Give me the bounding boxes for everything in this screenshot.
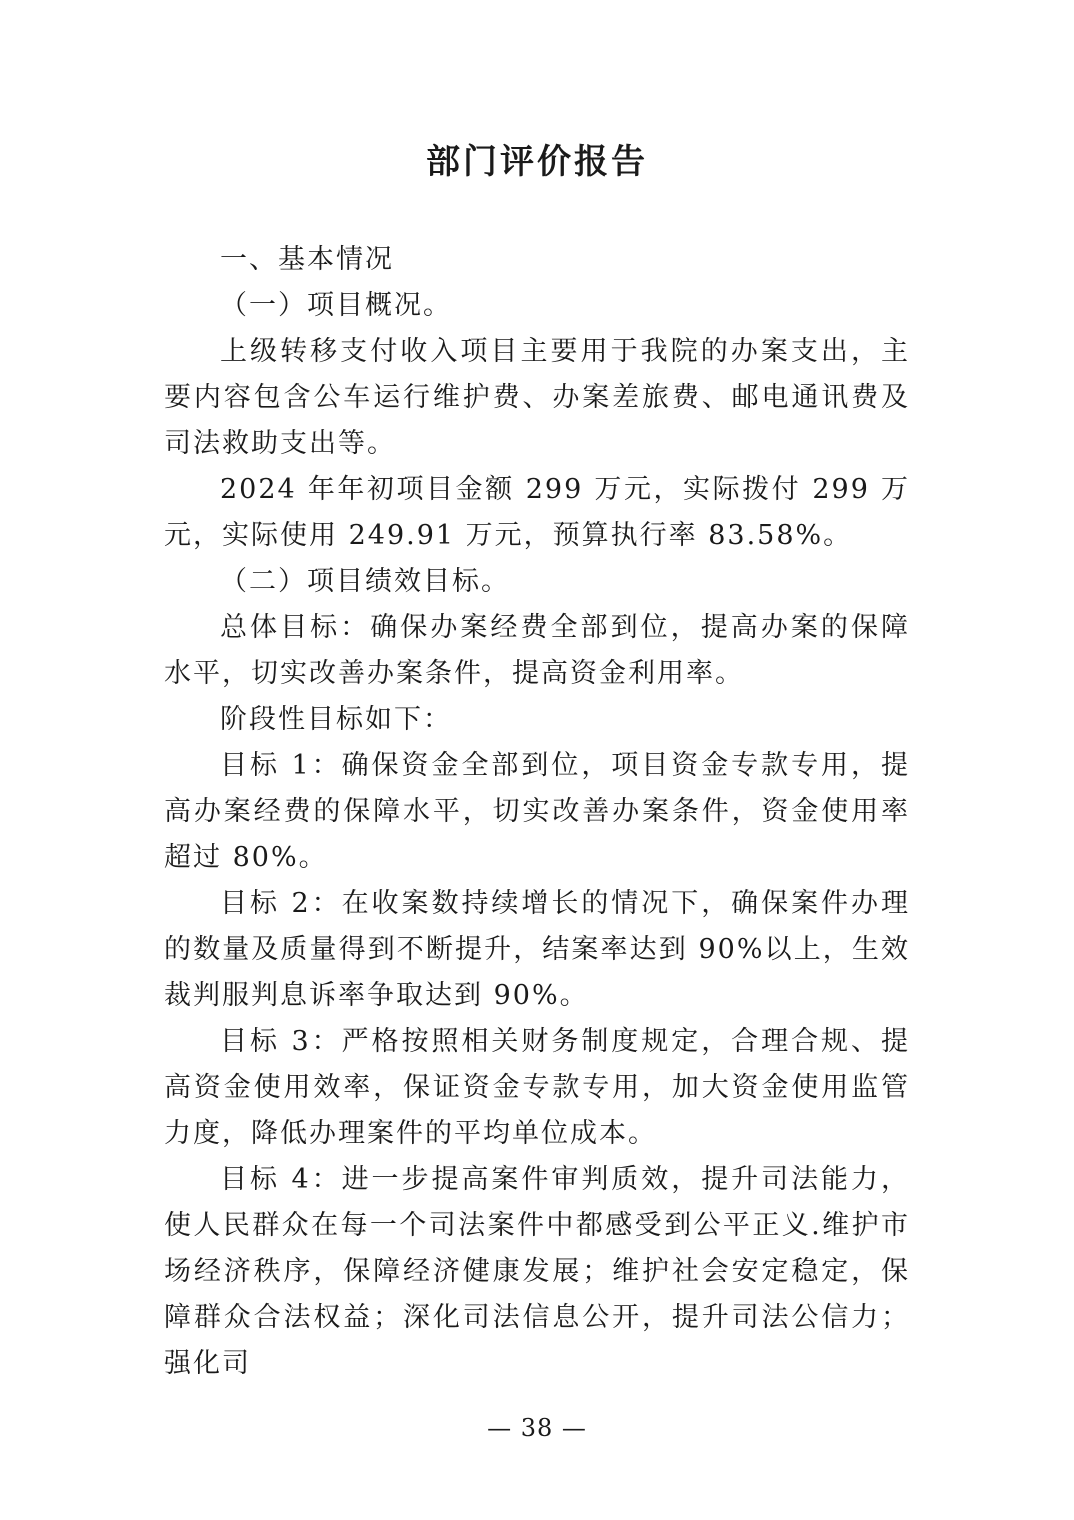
paragraph-stage-goals-intro: 阶段性目标如下： [220, 704, 452, 735]
paragraph-goal-2: 目标 2：在收案数持续增长的情况下，确保案件办理的数量及质量得到不断提升，结案率达到 90%以上，生效裁判服判息诉率争取达到 90%。 [164, 888, 910, 1011]
paragraph-project-purpose: 上级转移支付收入项目主要用于我院的办案支出，主要内容包含公车运行维护费、办案差旅费、邮电通讯费及司法救助支出等。 [164, 336, 910, 459]
section-heading-basic-info: 一、基本情况 [220, 244, 394, 275]
paragraph-goal-1: 目标 1：确保资金全部到位，项目资金专款专用，提高办案经费的保障水平，切实改善办案条件，资金使用率超过 80%。 [164, 750, 910, 873]
paragraph-budget-figures: 2024 年年初项目金额 299 万元，实际拨付 299 万元，实际使用 249.91 万元，预算执行率 83.58%。 [164, 474, 910, 551]
paragraph-overall-goal: 总体目标：确保办案经费全部到位，提高办案的保障水平，切实改善办案条件，提高资金利用率。 [164, 612, 910, 689]
subsection-heading-performance-goals: （二）项目绩效目标。 [220, 566, 510, 597]
document-body [164, 237, 910, 1387]
page-number: — 38 — [487, 1414, 587, 1442]
paragraph-goal-4: 目标 4：进一步提高案件审判质效，提升司法能力，使人民群众在每一个司法案件中都感受到公平正义.维护市场经济秩序，保障经济健康发展；维护社会安定稳定，保障群众合法权益；深化司法信息公开，提升司法公信力；强化司 [164, 1164, 910, 1379]
page-title: 部门评价报告 [426, 142, 648, 182]
paragraph-goal-3: 目标 3：严格按照相关财务制度规定，合理合规、提高资金使用效率，保证资金专款专用，加大资金使用监管力度，降低办理案件的平均单位成本。 [164, 1026, 910, 1149]
subsection-heading-project-overview: （一）项目概况。 [220, 290, 452, 321]
